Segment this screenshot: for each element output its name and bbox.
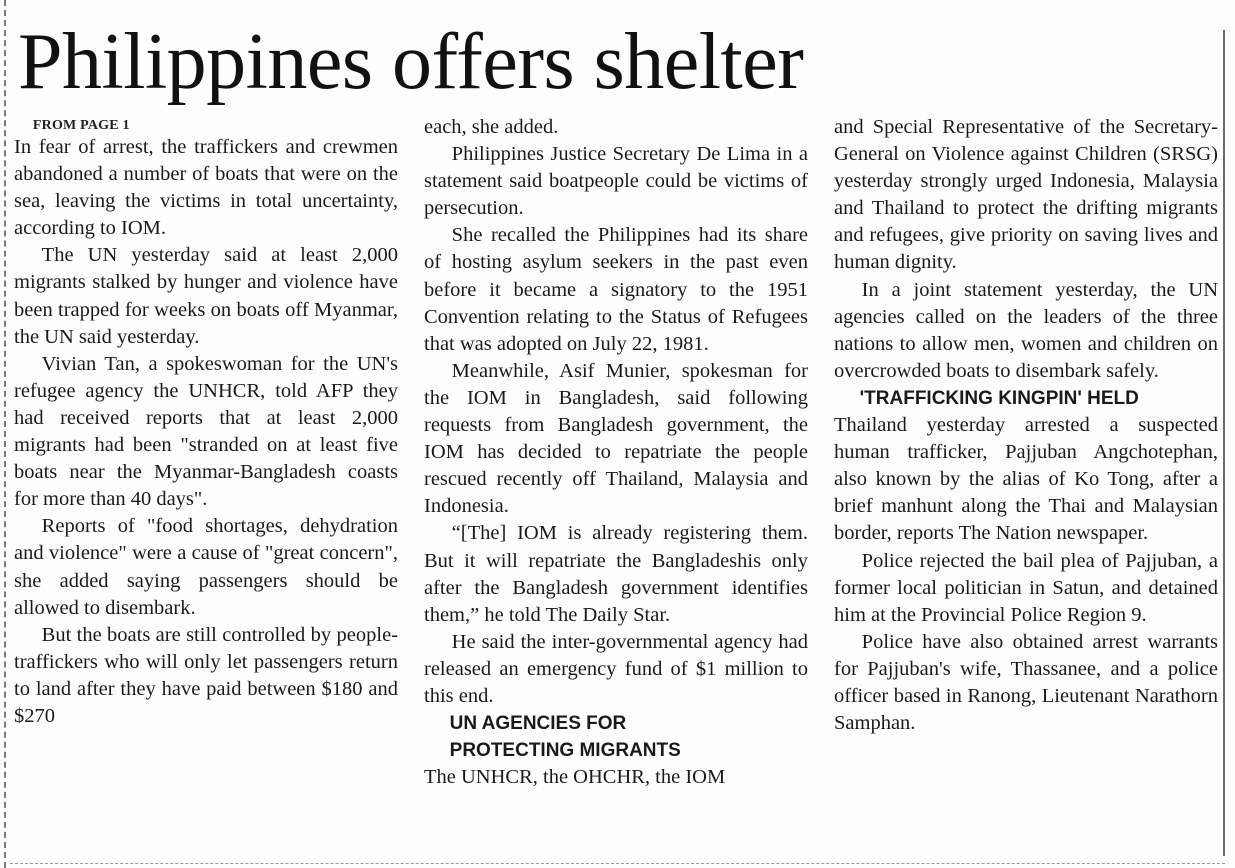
section-subhead: 'TRAFFICKING KINGPIN' HELD <box>859 387 1139 409</box>
body-paragraph: and Special Representative of the Secretary-General on Violence against Children (SRSG) yesterday strongly urged Indonesia, Malaysia and Thailand to protect the drifting migrants and refugees, give priority on saving lives and human dignity. <box>834 116 1218 274</box>
body-paragraph: Philippines Justice Secretary De Lima in a statement said boatpeople could be victims of persecution. <box>424 143 808 220</box>
body-paragraph: He said the inter-governmental agency had released an emergency fund of $1 million to this end. <box>424 630 808 707</box>
body-paragraph: The UN yesterday said at least 2,000 migrants stalked by hunger and violence have been trapped for weeks on boats off Myanmar, the UN said yesterday. <box>14 244 398 348</box>
left-clipping-edge <box>4 0 6 868</box>
body-paragraph: Vivian Tan, a spokeswoman for the UN's refugee agency the UNHCR, told AFP they had received reports that at least 2,000 migrants had been "stranded on at least five boats near the Myanmar-Bangladesh coasts for more than 40 days". <box>14 352 398 511</box>
section-subhead: UN AGENCIES FOR <box>449 713 627 735</box>
body-paragraph: But the boats are still controlled by people-traffickers who will only let passengers return to land after they have paid between $180 and $270 <box>14 623 398 727</box>
body-paragraph: each, she added. <box>424 116 559 138</box>
continued-from-kicker: FROM PAGE 1 <box>32 118 130 133</box>
article-column-1 <box>14 114 398 730</box>
body-paragraph: Police have also obtained arrest warrants for Pajjuban's wife, Thassanee, and a police officer based in Ranong, Lieutenant Narathorn Samphan. <box>834 630 1218 735</box>
body-paragraph: In a joint statement yesterday, the UN agencies called on the leaders of the three nations to allow men, women and children on overcrowded boats to disembark safely. <box>834 278 1218 382</box>
body-paragraph: “[The] IOM is already registering them. But it will repatriate the Bangladeshis only after the Bangladesh government identifies them,” he told The Daily Star. <box>424 522 808 626</box>
body-paragraph: Thailand yesterday arrested a suspected human trafficker, Pajjuban Angchotephan, also known by the alias of Ko Tong, after a brief manhunt along the Thai and Malaysian border, reports The Nation newspaper. <box>834 414 1218 545</box>
article-headline: Philippines offers shelter <box>18 18 804 106</box>
body-paragraph: Reports of "food shortages, dehydration and violence" were a cause of "great concern", she added saying passengers should be allowed to disembark. <box>14 515 398 619</box>
column-2-body <box>424 114 808 791</box>
body-paragraph: In fear of arrest, the traffickers and crewmen abandoned a number of boats that were on the sea, leaving the victims in total uncertainty, according to IOM. <box>14 136 398 240</box>
column-3-body <box>834 114 1218 737</box>
column-1-body <box>14 134 398 730</box>
article-column-2 <box>424 114 808 791</box>
right-column-rule <box>1223 30 1225 856</box>
bottom-clipping-edge <box>10 863 1225 864</box>
section-subhead: PROTECTING MIGRANTS <box>449 740 681 762</box>
body-paragraph: Police rejected the bail plea of Pajjuban, a former local politician in Satun, and detained him at the Provincial Police Region 9. <box>834 549 1218 626</box>
body-paragraph: She recalled the Philippines had its share of hosting asylum seekers in the past even before it became a signatory to the 1951 Convention relating to the Status of Refugees that was adopted on July 22, 1981. <box>424 224 808 355</box>
article-column-3 <box>834 114 1218 737</box>
body-paragraph: Meanwhile, Asif Munier, spokesman for the IOM in Bangladesh, said following requests from Bangladesh government, the IOM has decided to repatriate the people rescued recently off Thailand, Malaysia and Indonesia. <box>424 359 808 518</box>
body-paragraph: The UNHCR, the OHCHR, the IOM <box>424 766 726 789</box>
